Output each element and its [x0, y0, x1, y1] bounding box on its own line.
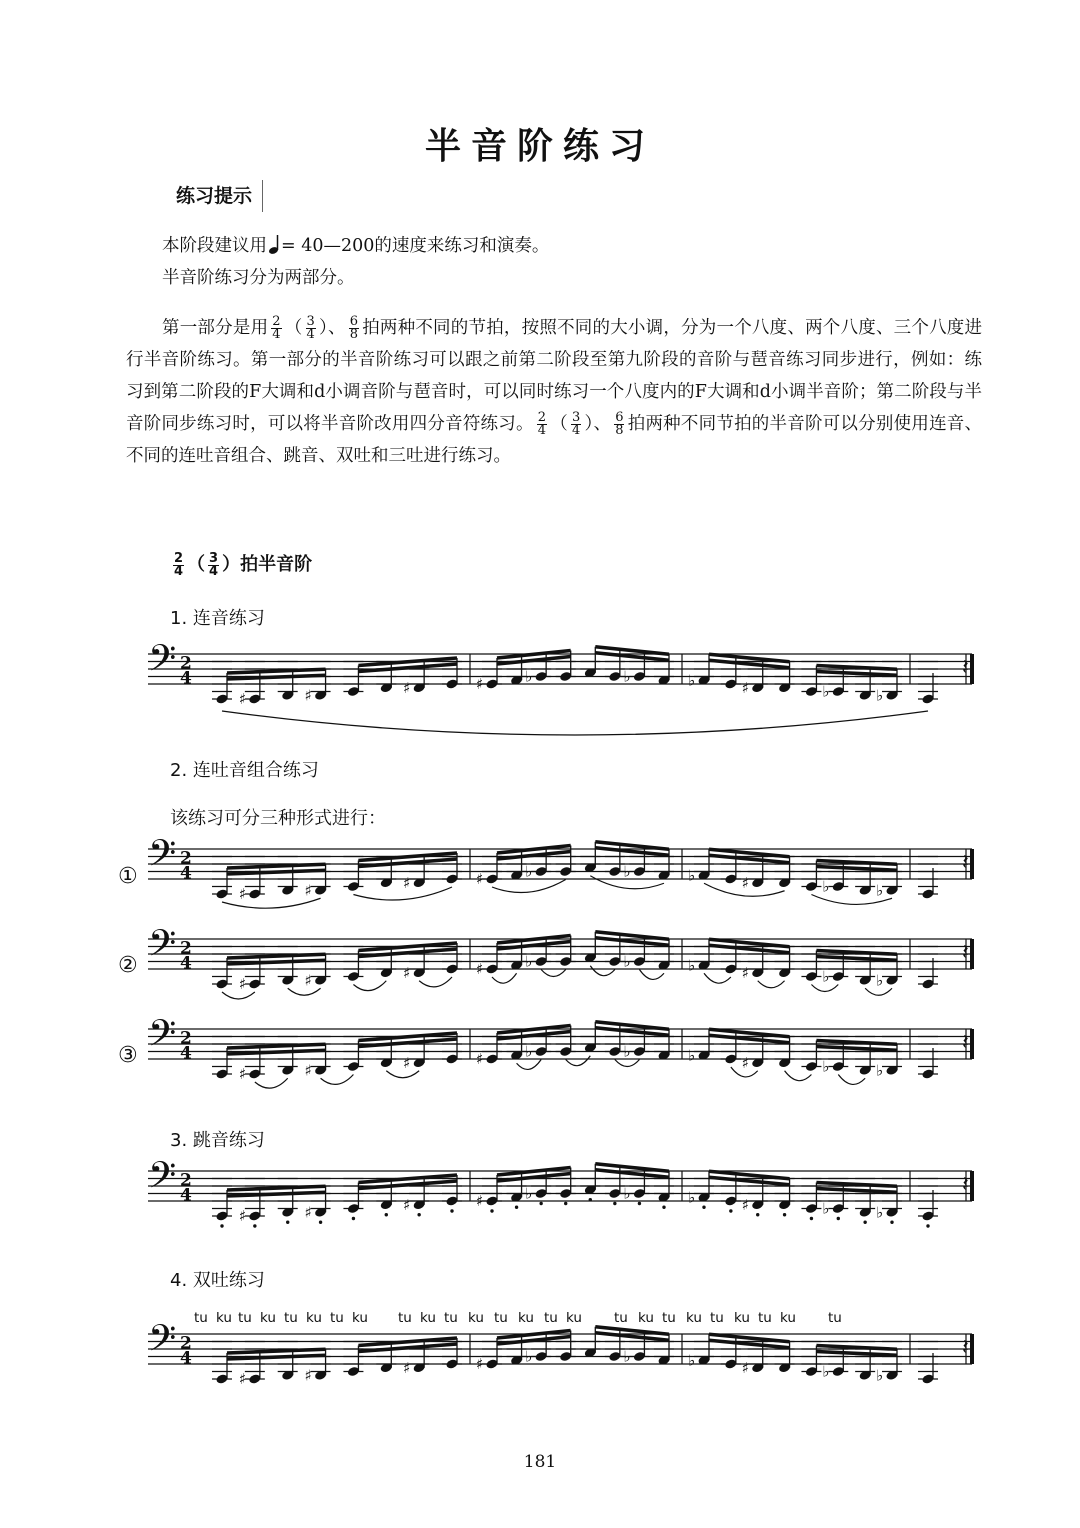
time-sig-2-4	[271, 316, 281, 341]
tonguing-syllable: tu	[710, 1310, 724, 1326]
section-close: ）拍半音阶	[222, 554, 313, 575]
time-sig-2-4	[173, 550, 184, 579]
time-signature-top: 2	[180, 938, 192, 959]
tonguing-syllable: ku	[518, 1310, 534, 1326]
beam	[227, 1192, 326, 1196]
flat-icon: ♭	[525, 667, 533, 686]
staff-combo-1	[120, 835, 990, 925]
sharp-icon: ♯	[741, 963, 749, 982]
time-signature-bottom: 4	[180, 1043, 192, 1064]
tonguing-syllable: tu	[828, 1310, 842, 1326]
flat-icon: ♭	[525, 952, 533, 971]
staccato-dot	[515, 1206, 518, 1209]
sharp-icon: ♯	[741, 678, 749, 697]
beam	[227, 960, 326, 964]
sharp-icon: ♯	[741, 1358, 749, 1377]
frac-den: 8	[349, 327, 358, 342]
staccato-dot	[352, 1217, 355, 1220]
flat-icon: ♭	[876, 1203, 884, 1222]
sharp-icon: ♯	[403, 678, 411, 697]
time-sig-3-4	[571, 412, 581, 437]
sharp-icon: ♯	[238, 690, 247, 708]
exercise-4-label: 4. 双吐练习	[170, 1270, 265, 1291]
quarter-rest-icon: 𝄽	[962, 1335, 969, 1361]
tonguing-syllable: tu	[544, 1310, 558, 1326]
sharp-icon: ♯	[476, 1355, 484, 1373]
slur	[590, 966, 615, 976]
sharp-icon: ♯	[476, 1192, 484, 1210]
staff-combo-2	[120, 925, 990, 1015]
flat-icon: ♭	[623, 952, 631, 971]
flat-icon: ♭	[822, 682, 830, 701]
beam	[816, 867, 897, 871]
flat-icon: ♭	[688, 1046, 696, 1065]
time-signature-top: 2	[180, 1170, 192, 1191]
final-barline-thick	[970, 1171, 974, 1201]
sharp-icon: ♯	[403, 1195, 411, 1214]
beam	[227, 1044, 326, 1048]
time-signature-bottom: 4	[180, 863, 192, 884]
staccato-dot	[662, 1206, 665, 1209]
sharp-icon: ♯	[238, 1065, 247, 1083]
tonguing-syllable: ku	[780, 1310, 796, 1326]
staccato-dot	[729, 1209, 732, 1212]
sharp-icon: ♯	[476, 870, 484, 888]
sharp-icon: ♯	[238, 1370, 247, 1388]
flat-icon: ♭	[525, 1042, 533, 1061]
flat-icon: ♭	[623, 1042, 631, 1061]
tonguing-syllable: ku	[638, 1310, 654, 1326]
flat-icon: ♭	[623, 1347, 631, 1366]
tonguing-syllable: ku	[260, 1310, 276, 1326]
time-signature-top: 2	[180, 848, 192, 869]
slur	[492, 973, 517, 983]
frac-den: 4	[571, 423, 581, 438]
final-barline-thick	[970, 849, 974, 879]
bass-clef-icon: 𝄢	[148, 1320, 177, 1369]
flat-icon: ♭	[876, 881, 884, 900]
sharp-icon: ♯	[304, 881, 312, 900]
final-barline-thick	[970, 1334, 974, 1364]
frac-den: 4	[537, 423, 547, 438]
tempo-text-after: = 40—200的速度来练习和演奏。	[281, 236, 550, 256]
tonguing-syllable: tu	[330, 1310, 344, 1326]
tonguing-syllable: tu	[238, 1310, 252, 1326]
slur	[222, 992, 255, 999]
staccato-dot	[756, 1213, 759, 1216]
tonguing-syllable: tu	[284, 1310, 298, 1326]
practice-hint-label: 练习提示	[170, 180, 263, 212]
exercise-2-label: 2. 连吐音组合练习	[170, 760, 319, 781]
slur	[541, 970, 566, 977]
sharp-icon: ♯	[403, 963, 411, 982]
time-sig-6-8	[614, 412, 624, 437]
flat-icon: ♭	[876, 1061, 884, 1080]
flat-icon: ♭	[822, 967, 830, 986]
beam	[227, 870, 326, 874]
sharp-icon: ♯	[741, 1195, 749, 1214]
frac-den: 8	[615, 423, 624, 438]
tonguing-syllable: ku	[306, 1310, 322, 1326]
p3-text-4: 拍两种不同的节拍，按照不同的大小调，分为一个八度、两个八度、三个八度进行半音阶练习。第一部分的半音阶练习可以跟之前第二阶段至第九阶段的音阶与琶音练习同步进行，例如：练习到第二阶段的F大调和d小调音阶与琶音时，可以同时练习一个八度内的F大调和d小调半音阶；第二阶段与半音阶同步练习时，可以将半音阶改用四分音符练习。	[126, 318, 983, 434]
beam	[227, 669, 326, 673]
sharp-icon: ♯	[403, 1358, 411, 1377]
staccato-dot	[589, 1198, 592, 1201]
beam	[227, 1050, 326, 1054]
flat-icon: ♭	[525, 862, 533, 881]
bass-clef-icon: 𝄢	[148, 835, 177, 884]
flat-icon: ♭	[876, 971, 884, 990]
slur	[222, 898, 321, 908]
flat-icon: ♭	[623, 862, 631, 881]
flat-icon: ♭	[876, 1366, 884, 1385]
beam	[816, 957, 897, 961]
frac-num: 2	[272, 314, 281, 329]
staccato-dot	[890, 1221, 893, 1224]
p3-text-1: 第一部分是用	[162, 318, 269, 338]
slur	[811, 985, 838, 992]
exercise-3-label: 3. 跳音练习	[170, 1130, 265, 1151]
bass-clef-icon: 𝄢	[148, 1015, 177, 1064]
bass-clef-icon: 𝄢	[148, 640, 177, 689]
frac-num: 2	[174, 550, 184, 566]
sharp-icon: ♯	[741, 873, 749, 892]
tonguing-syllable: ku	[686, 1310, 702, 1326]
slur	[704, 973, 731, 983]
flat-icon: ♭	[688, 1188, 696, 1207]
slur	[639, 970, 664, 980]
p3-text-5: （	[550, 414, 568, 434]
form-3-marker: ③	[118, 1043, 138, 1068]
tonguing-syllable: tu	[398, 1310, 412, 1326]
staccato-dot	[783, 1213, 786, 1216]
time-signature-bottom: 4	[180, 1185, 192, 1206]
sharp-icon: ♯	[403, 873, 411, 892]
final-barline-thick	[970, 939, 974, 969]
quarter-note-icon	[267, 233, 281, 255]
staccato-dot	[385, 1213, 388, 1216]
slur	[288, 988, 321, 995]
form-2-marker: ②	[118, 953, 138, 978]
staccato-dot	[613, 1202, 616, 1205]
flat-icon: ♭	[688, 956, 696, 975]
flat-icon: ♭	[525, 1184, 533, 1203]
sharp-icon: ♯	[304, 1061, 312, 1080]
flat-icon: ♭	[688, 671, 696, 690]
frac-num: 3	[306, 314, 315, 329]
flat-icon: ♭	[623, 667, 631, 686]
exercise-2-subtitle: 该练习可分三种形式进行：	[170, 808, 386, 829]
p3-text-7: 拍两种不同节拍的半音阶可以分别使用连音、不同的连吐音组合、跳音、双吐和三吐进行练习。	[126, 414, 983, 466]
section-title	[170, 550, 312, 580]
sharp-icon: ♯	[304, 971, 312, 990]
time-signature-top: 2	[180, 1028, 192, 1049]
beam	[816, 1352, 897, 1356]
slur	[353, 981, 386, 991]
slur	[321, 1075, 354, 1085]
beam	[816, 1189, 897, 1193]
bass-clef-icon: 𝄢	[148, 1157, 177, 1206]
frac-den: 4	[306, 327, 315, 342]
staccato-dot	[286, 1221, 289, 1224]
flat-icon: ♭	[688, 866, 696, 885]
time-signature-bottom: 4	[180, 953, 192, 974]
staff-staccato	[120, 1157, 990, 1247]
time-signature-top: 2	[180, 653, 192, 674]
staccato-dot	[638, 1202, 641, 1205]
beam	[227, 675, 326, 679]
beam	[227, 954, 326, 958]
tonguing-syllable: tu	[444, 1310, 458, 1326]
frac-num: 3	[571, 410, 581, 425]
flat-icon: ♭	[822, 877, 830, 896]
slur	[838, 1075, 865, 1085]
tonguing-syllable: ku	[734, 1310, 750, 1326]
quarter-rest-icon: 𝄽	[962, 940, 969, 966]
slur	[517, 1060, 542, 1070]
frac-num: 2	[537, 410, 547, 425]
tonguing-syllable: tu	[494, 1310, 508, 1326]
section-open: （	[187, 554, 206, 575]
staff-double-tongue	[120, 1320, 990, 1400]
tonguing-syllable: ku	[468, 1310, 484, 1326]
staff-combo-3	[120, 1015, 990, 1110]
sharp-icon: ♯	[476, 675, 484, 693]
slur	[386, 1071, 419, 1078]
staccato-dot	[702, 1206, 705, 1209]
slur	[255, 1078, 288, 1088]
time-sig-3-4	[306, 316, 316, 341]
tempo-text-before: 本阶段建议用	[162, 236, 267, 256]
frac-den: 4	[272, 327, 281, 342]
slur	[492, 880, 566, 893]
flat-icon: ♭	[822, 1362, 830, 1381]
exercise-1-label: 1. 连音练习	[170, 608, 265, 629]
staccato-dot	[319, 1221, 322, 1224]
slur	[222, 711, 928, 735]
p3-text-3: ）、	[318, 318, 346, 338]
flat-icon: ♭	[822, 1199, 830, 1218]
final-barline-thick	[970, 1029, 974, 1059]
staccato-dot	[564, 1202, 567, 1205]
frac-den: 4	[174, 563, 184, 579]
tonguing-syllable: ku	[566, 1310, 582, 1326]
flat-icon: ♭	[822, 1057, 830, 1076]
sharp-icon: ♯	[304, 1366, 312, 1385]
beam	[816, 1047, 897, 1051]
beam	[227, 1186, 326, 1190]
flat-icon: ♭	[525, 1347, 533, 1366]
staccato-dot	[539, 1202, 542, 1205]
sharp-icon: ♯	[741, 1053, 749, 1072]
quarter-rest-icon: 𝄽	[962, 1030, 969, 1056]
p3-text-2: （	[284, 318, 303, 338]
tempo-paragraph	[126, 230, 982, 262]
tonguing-syllable: tu	[194, 1310, 208, 1326]
beam	[227, 1349, 326, 1353]
staccato-dot	[926, 1224, 929, 1227]
staccato-dot	[863, 1221, 866, 1224]
tonguing-syllable: ku	[352, 1310, 368, 1326]
time-sig-2-4	[537, 412, 547, 437]
tonguing-syllable: tu	[662, 1310, 676, 1326]
form-1-marker: ①	[118, 864, 138, 889]
sharp-icon: ♯	[403, 1053, 411, 1072]
parts-paragraph: 半音阶练习分为两部分。	[162, 268, 355, 288]
slur	[785, 1071, 812, 1081]
beam	[227, 1355, 326, 1359]
time-signature-bottom: 4	[180, 1348, 192, 1369]
flat-icon: ♭	[688, 1351, 696, 1370]
beam	[816, 672, 897, 676]
staccato-dot	[490, 1209, 493, 1212]
final-barline-thick	[970, 654, 974, 684]
sharp-icon: ♯	[238, 885, 247, 903]
slur	[865, 988, 892, 995]
slur	[419, 977, 452, 987]
time-sig-6-8	[349, 316, 359, 341]
quarter-rest-icon: 𝄽	[962, 850, 969, 876]
sharp-icon: ♯	[476, 960, 484, 978]
tonguing-syllable: tu	[614, 1310, 628, 1326]
staccato-dot	[253, 1224, 256, 1227]
page-number: 181	[523, 1452, 557, 1472]
frac-den: 4	[209, 563, 219, 579]
staccato-dot	[417, 1213, 420, 1216]
slur	[758, 981, 785, 988]
quarter-rest-icon: 𝄽	[962, 655, 969, 681]
sharp-icon: ♯	[476, 1050, 484, 1068]
sharp-icon: ♯	[238, 975, 247, 993]
staccato-dot	[837, 1217, 840, 1220]
sharp-icon: ♯	[304, 686, 312, 705]
time-signature-top: 2	[180, 1333, 192, 1354]
bass-clef-icon: 𝄢	[148, 925, 177, 974]
part-one-paragraph	[126, 312, 982, 472]
time-signature-bottom: 4	[180, 668, 192, 689]
time-sig-3-4	[208, 550, 219, 579]
staccato-dot	[810, 1217, 813, 1220]
beam	[227, 864, 326, 868]
frac-num: 6	[615, 410, 624, 425]
sharp-icon: ♯	[238, 1207, 247, 1225]
sharp-icon: ♯	[304, 1203, 312, 1222]
tonguing-syllable: tu	[758, 1310, 772, 1326]
page-title: 半音阶练习	[424, 126, 655, 167]
tonguing-syllable: ku	[216, 1310, 232, 1326]
flat-icon: ♭	[876, 686, 884, 705]
p3-text-6: ）、	[584, 414, 612, 434]
quarter-rest-icon: 𝄽	[962, 1172, 969, 1198]
tonguing-syllable: ku	[420, 1310, 436, 1326]
slur	[615, 1060, 640, 1067]
slur	[566, 1056, 591, 1066]
frac-num: 6	[349, 314, 358, 329]
flat-icon: ♭	[623, 1184, 631, 1203]
frac-num: 3	[209, 550, 219, 566]
staccato-dot	[450, 1209, 453, 1212]
staccato-dot	[220, 1224, 223, 1227]
staff-legato	[120, 640, 990, 750]
